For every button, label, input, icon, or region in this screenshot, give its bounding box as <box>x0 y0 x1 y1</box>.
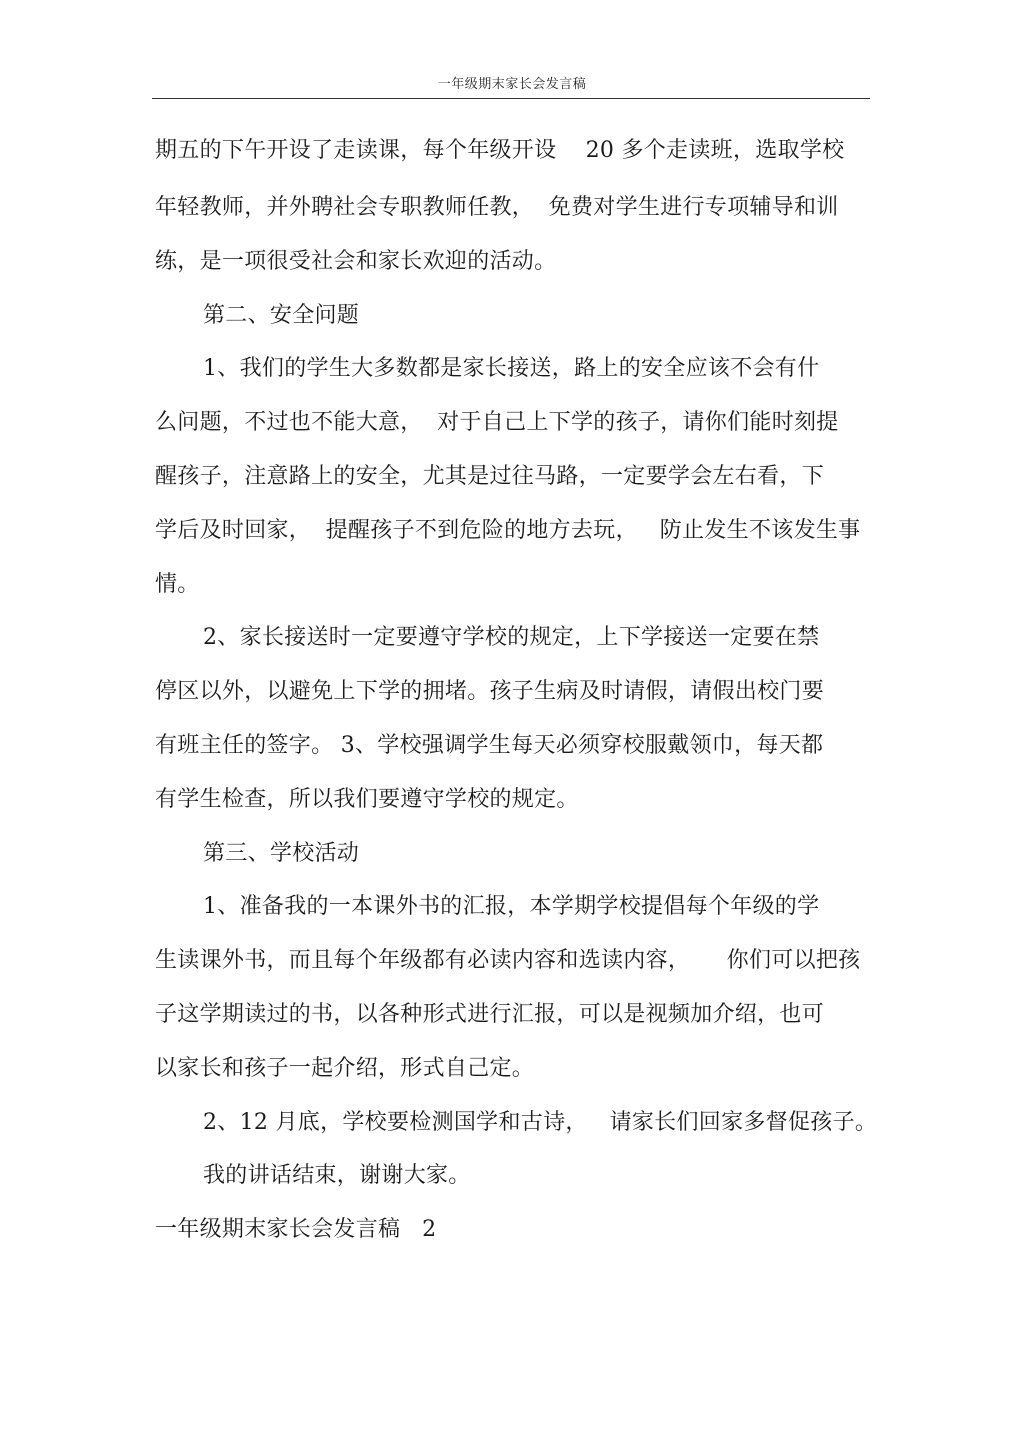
body-line: 停区以外，以避免上下学的拥堵。孩子生病及时请假，请假出校门要 <box>155 679 825 704</box>
body-line: 以家长和孩子一起介绍，形式自己定。 <box>155 1056 535 1081</box>
closing-line: 我的讲话结束，谢谢大家。 <box>203 1163 471 1188</box>
body-line: 2、家长接送时一定要遵守学校的规定，上下学接送一定要在禁 <box>203 625 820 650</box>
section-heading-safety: 第二、安全问题 <box>203 303 360 328</box>
body-line: 1、我们的学生大多数都是家长接送，路上的安全应该不会有什 <box>203 356 820 381</box>
body-line: 2、12 月底，学校要检测国学和古诗， 请家长们回家多督促孩子。 <box>203 1110 878 1135</box>
body-line: 醒孩子，注意路上的安全，尤其是过往马路，一定要学会左右看，下 <box>155 464 825 489</box>
body-line: 么问题，不过也不能大意， 对于自己上下学的孩子，请你们能时刻提 <box>155 410 839 435</box>
body-line: 生读课外书，而且每个年级都有必读内容和选读内容， 你们可以把孩 <box>155 948 861 973</box>
body-line: 子这学期读过的书，以各种形式进行汇报，可以是视频加介绍，也可 <box>155 1002 825 1027</box>
body-line: 期五的下午开设了走读课，每个年级开设 20 多个走读班，选取学校 <box>155 138 845 163</box>
body-line: 情。 <box>155 572 200 597</box>
body-line: 练，是一项很受社会和家长欢迎的活动。 <box>155 249 557 274</box>
body-line: 学后及时回家， 提醒孩子不到危险的地方去玩， 防止发生不该发生事 <box>155 518 861 543</box>
body-line: 有班主任的签字。 3、学校强调学生每天必须穿校服戴领巾，每天都 <box>155 733 824 758</box>
body-line: 1、准备我的一本课外书的汇报，本学期学校提倡每个年级的学 <box>203 894 820 919</box>
body-line: 年轻教师，并外聘社会专职教师任教， 免费对学生进行专项辅导和训 <box>155 195 839 220</box>
body-line: 有学生检查，所以我们要遵守学校的规定。 <box>155 787 579 812</box>
header-rule <box>152 98 870 99</box>
section-heading-activities: 第三、学校活动 <box>203 841 360 866</box>
running-header: 一年级期末家长会发言稿 <box>437 77 587 92</box>
next-section-title: 一年级期末家长会发言稿 2 <box>155 1217 437 1242</box>
